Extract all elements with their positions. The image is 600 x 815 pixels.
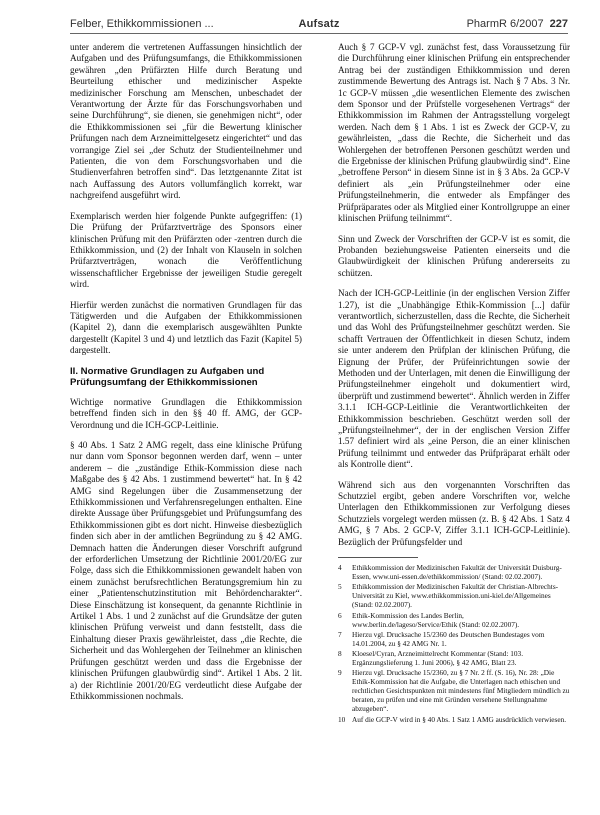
- left-paragraph-4: Wichtige normative Grundlagen die Ethikkommission betreffend finden sich in den §§ 40 ff. AMG, der GCP-Verordnung und die ICH-GCP-Leitlinie.: [70, 396, 302, 430]
- journal-info: [467, 18, 568, 30]
- footnote: [338, 582, 570, 609]
- journal-issue: PharmR 6/2007: [466, 18, 544, 30]
- footnote-text: Ethik-Kommission des Landes Berlin, www.berlin.de/lageso/Service/Ethik (Stand: 02.02.2007).: [352, 610, 520, 629]
- left-paragraph-3: Hierfür werden zunächst die normativen Grundlagen für das Tätigwerden und die Aufgaben der Ethikkommissionen (Kapitel 2), dann die exemplarisch ausgewählten Punkte dargestellt (Kapitel 3 und 4) und letztlich das Fazit (Kapitel 5) dargestellt.: [70, 299, 302, 356]
- section-heading: II. Normative Grundlagen zu Aufgaben und Prüfungsumfang der Ethikkommissionen: [70, 365, 265, 389]
- footnote: [338, 563, 570, 581]
- footnotes: [338, 563, 570, 724]
- left-paragraph-1: unter anderem die vertretenen Auffassungen hinsichtlich der Aufgaben und des Prüfungsumfangs, die Ethikkommissionen gewähren „den Prüfärzten Hilfe durch Beratung und Beurteilung ethischer und medizinischer Aspekte medizinischer Forschung am Menschen, unbeschadet der Verantwortung der Ärzte für das Forschungsvorhaben und seine Durchführung“, sie dienen, sie genehmigen nicht“, oder die Ethikkommissionen sei „für die Bewertung klinischer Prüfungen nach dem Arzneimittelgesetz eingerichtet“ und das vorrangige Ziel sei „der Schutz der Studienteilnehmer und Patienten, die von dem Forschungsvorhaben und die Studienverfahren betroffen sind“. Das letztgenannte Zitat ist nach Auffassung des Autors vollumfänglich korrekt, war nachgreifend ausgeführt wird.: [70, 42, 302, 201]
- right-paragraph-2: Sinn und Zweck der Vorschriften der GCP-V ist es somit, die Probanden beziehungsweise Patienten einerseits und die Glaubwürdigkeit der klinischen Prüfung andererseits zu schützen.: [338, 233, 570, 278]
- footnote: [338, 649, 570, 667]
- running-title: Felber, Ethikkommissionen ...: [70, 18, 214, 30]
- footnote: [338, 715, 570, 724]
- footnote-text: Hierzu vgl. Drucksache 15/2360, zu § 7 Nr. 2 ff. (S. 16), Nr. 28: „Die Ethik-Kommission hat die Aufgabe, die Unterlagen nach ethischen und rechtlichen Gesichtspunkten mit mindestens fünf Mitgliedern mündlich zu beraten, zu prüfen und eine mit Gründen versehene Stellungnahme abzugeben“.: [352, 668, 570, 714]
- header-rule: [70, 33, 568, 34]
- footnote-number: 5: [338, 582, 342, 592]
- footnote-text: Ethikkommission der Medizinischen Fakultät der Universität Duisburg-Essen, www.uni-essen.de/ethikkommission/ (Stand: 02.02.2007).: [352, 563, 562, 582]
- left-paragraph-2: Exemplarisch werden hier folgende Punkte aufgegriffen: (1) Die Prüfung der Prüfarztverträge des Sponsors einer klinischen Prüfung mit den Prüfärzten oder -zentren durch die Ethikkommission, und (2) der Inhalt von Klauseln in solchen Prüfarztverträgen, wonach die Veröffentlichung wissenschaftlicher Ergebnisse der jeweiligen Studie geregelt wird.: [70, 210, 302, 290]
- right-column: [338, 42, 570, 725]
- footnote: [338, 611, 570, 629]
- footnote-number: 8: [338, 648, 342, 658]
- footnote-number: 9: [338, 668, 342, 678]
- page-number: 227: [549, 18, 568, 30]
- footnote: [338, 630, 570, 648]
- footnote-number: 7: [338, 629, 342, 639]
- footnote-number: 4: [338, 563, 342, 573]
- right-paragraph-4: Während sich aus den vorgenannten Vorschriften das Schutzziel ergibt, geben andere Vorschriften vor, welche Unterlagen den Ethikkommissionen zur Verfolgung dieses Schutzziels vorgelegt werden müssen (z. B. § 42 Abs. 1 Satz 4 AMG, § 7 Abs. 2 GCP-V, Ziffer 3.1.1 ICH-GCP-Leitlinie). Bezüglich der Prüfungsfelder und: [338, 479, 570, 547]
- footnote-text: Kloesel/Cyran, Arzneimittelrecht Kommentar (Stand: 103. Ergänzungslieferung 1. Juni 2006), § 42 AMG, Blatt 23.: [352, 648, 524, 667]
- footnote-rule: [338, 557, 418, 558]
- footnote: [338, 668, 570, 713]
- right-paragraph-3: Nach der ICH-GCP-Leitlinie (in der englischen Version Ziffer 1.27), ist die „Unabhängige Ethik-Kommission [...] dafür verantwortlich, sicherzustellen, dass die Rechte, die Sicherheit und das Wohl des Prüfungsteilnehmer geschützt werden. Sie schafft Vertrauen der Öffentlichkeit in diesen Schutz, indem sie unter anderem den Prüfplan der klinischen Prüfung, die Eignung der Prüfer, der Prüfeinrichtungen sowie der Methoden und der Unterlagen, mit denen die Einwilligung der Prüfungsteilnehmer eingeholt und dokumentiert wird, überprüft und zustimmend bewertet“. Ähnlich werden in Ziffer 3.1.1 ICH-GCP-Leitlinie die Verantwortlichkeiten der Ethikkommission beschrieben. Geschützt werden soll der „Prüfungsteilnehmer“, der in der englischen Version Ziffer 1.57 definiert wird als „eine Person, die an einer klinischen Prüfung teilnimmt und entweder das Prüfpräparat erhält oder als Kontrolle dient“.: [338, 288, 570, 470]
- footnote-number: 10: [338, 714, 346, 724]
- footnote-text: Ethikkommission der Medizinischen Fakultät der Christian-Albrechts-Universität zu Kiel, www.ethikkommission.uni-kiel.de/Allgemeines (Stand: 02.02.2007).: [352, 582, 559, 610]
- footnote-text: Auf die GCP-V wird in § 40 Abs. 1 Satz 1 AMG ausdrücklich verwiesen.: [352, 714, 567, 724]
- footnote-number: 6: [338, 610, 342, 620]
- footnote-text: Hierzu vgl. Drucksache 15/2360 des Deutschen Bundestages vom 14.01.2004, zu § 42 AMG Nr. 1.: [352, 629, 545, 648]
- left-paragraph-5: § 40 Abs. 1 Satz 2 AMG regelt, dass eine klinische Prüfung nur dann vom Sponsor begonnen werden darf, wenn – unter anderem – die „zuständige Ethik-Kommission diese nach Maßgabe des § 42 Abs. 1 zustimmend bewertet“ hat. In § 42 AMG sind Regelungen über die Zusammensetzung der Ethikkommissionen und Verfahrensregelungen enthalten. Eine direkte Aussage über Prüfungsgebiet und Prüfungsumfang des Ethikkommissionen gibt es dort nicht. Hinweise diesbezüglich finden sich aber in der amtlichen Begründung zu § 42 AMG. Demnach hatten die Änderungen dieser Vorschrift aufgrund der erforderlichen Umsetzung der Richtlinie 2001/20/EG zur Folge, dass sich die Ethikkommissionen gewandelt haben von einem zunächst berufsrechtlichen Beratungsgremium hin zu einer „Patientenschutzinstitution mit Behördencharakter“. Diese Einschätzung ist konsequent, da genannte Richtlinie in Artikel 1 Abs. 1 und 2 zunächst auf die Grundsätze der guten klinischen Prüfung verweist und dann feststellt, dass die Einhaltung dieser Praxis gewährleistet, dass „die Rechte, die Sicherheit und das Wohlergehen der Teilnehmer an klinischen Prüfungen geschützt werden und dass die Ergebnisse der klinischen Prüfungen glaubwürdig sind“. Artikel 1 Abs. 2 lit. a) der Richtlinie 2001/20/EG verdeutlicht diese Aufgabe der Ethikkommissionen nochmals.: [70, 439, 302, 701]
- section-label: Aufsatz: [298, 18, 340, 30]
- left-column: [70, 42, 302, 711]
- right-paragraph-1: Auch § 7 GCP-V vgl. zunächst fest, dass Voraussetzung für die Durchführung einer klinischen Prüfung ein entsprechender Antrag bei der zuständigen Ethikkommission und deren zustimmende Bewertung des Antrags ist. Nach § 7 Abs. 3 Nr. 1c GCP-V müssen „die wesentlichen Elemente des zwischen dem Sponsor und der Prüfstelle vorgesehenen Vertrags“ der Ethikkommission im Rahmen der Antragsstellung vorgelegt werden. Nach dem § 1 Abs. 1 ist es Zweck der GCP-V, zu gewährleisten, „dass die Rechte, die Sicherheit und das Wohlergehen der betroffenen Personen geschützt werden und die Ergebnisse der klinischen Prüfung glaubwürdig sind“. Eine „betroffene Person“ in diesem Sinne ist in § 3 Abs. 2a GCP-V definiert als „ein Prüfungsteilnehmer oder eine Prüfungsteilnehmerin, die entweder als Empfänger des Prüfpräparates oder als Mitglied einer Kontrollgruppe an einer klinischen Prüfung teilnimmt“.: [338, 42, 570, 224]
